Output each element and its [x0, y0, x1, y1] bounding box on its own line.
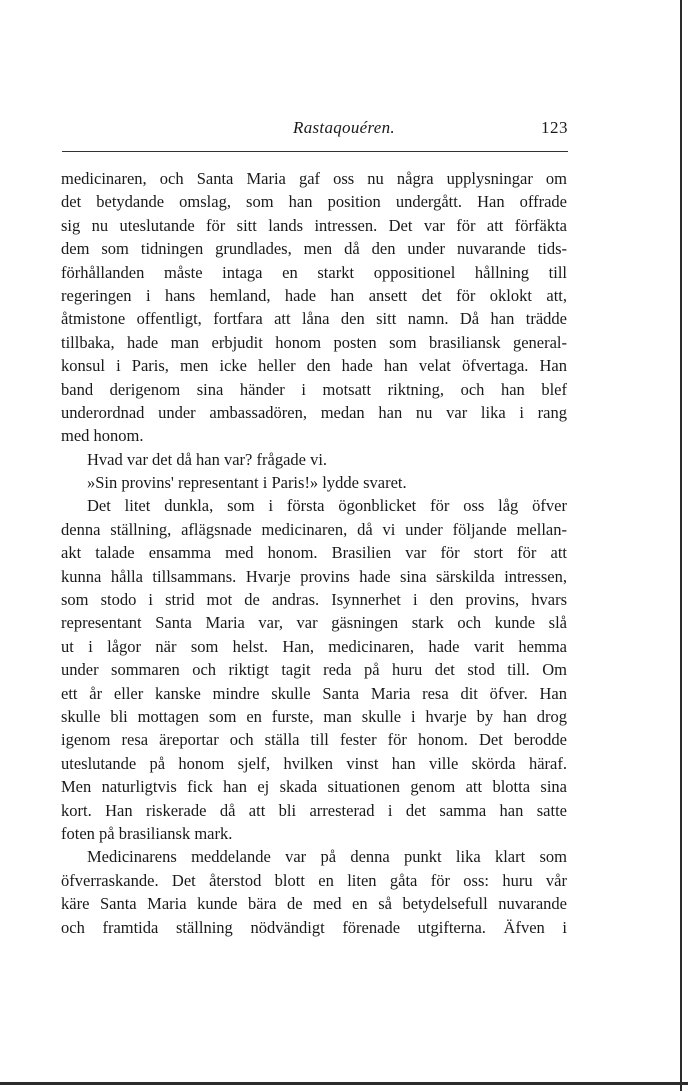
text-line: underordnad under ambassadören, medan han nu var lika i rang [61, 402, 567, 422]
text-line: uteslutande på honom sjelf, hvilken vinst han ville skörda häraf. [61, 753, 567, 773]
text-line: dem som tidningen grundlades, men då den under nuvarande tids- [61, 239, 567, 259]
text-line: Det litet dunkla, som i första ögonblicket för oss låg öfver [87, 496, 567, 516]
page-edge-right [680, 0, 682, 1091]
text-line: konsul i Paris, men icke heller den hade han velat öfvertaga. Han [61, 356, 567, 376]
text-line: öfverraskande. Det återstod blott en liten gåta för oss: huru vår [61, 870, 567, 890]
text-line: kort. Han riskerade då att bli arresterad i det samma han satte [61, 800, 567, 820]
text-line: åtmistone offentligt, fortfara att låna den sitt namn. Då han trädde [61, 309, 567, 329]
text-line: medicinaren, och Santa Maria gaf oss nu några upplysningar om [61, 169, 567, 188]
body-text [61, 167, 567, 939]
text-line: det betydande omslag, som han position undergått. Han offrade [61, 192, 567, 212]
text-line: som stodo i strid mot de andras. Isynnerhet i den provins, hvars [61, 590, 567, 610]
text-line: tillbaka, hade man erbjudit honom posten som brasiliansk general- [61, 332, 567, 352]
text-line: sig nu uteslutande för sitt lands intressen. Det var för att förfäkta [61, 215, 567, 235]
running-title: Rastaqouéren. [293, 118, 395, 137]
header-rule [62, 151, 568, 152]
text-line: akt talade ensamma med honom. Brasilien var för stort för att [61, 543, 567, 563]
page-number: 123 [541, 118, 568, 137]
text-line: ett år eller kanske mindre skulle Santa Maria resa dit öfver. Han [61, 683, 567, 703]
text-line: ut i lågor när som helst. Han, medicinaren, hade varit hemma [61, 636, 567, 656]
text-line: Hvad var det då han var? frågade vi. [87, 449, 328, 469]
text-line: Medicinarens meddelande var på denna punkt lika klart som [87, 847, 567, 867]
text-line: käre Santa Maria kunde bära de med en så betydelsefull nuvarande [61, 894, 567, 914]
text-line: »Sin provins' representant i Paris!» lydde svaret. [87, 473, 407, 493]
text-line: foten på brasiliansk mark. [61, 823, 233, 843]
text-line: denna ställning, aflägsnade medicinaren, då vi under följande mellan- [61, 519, 567, 539]
text-line: förhållanden måste intaga en starkt oppositionel hållning till [61, 262, 567, 282]
text-line: kunna hålla tillsammans. Hvarje provins hade sina särskilda intressen, [61, 566, 567, 586]
text-line: Men naturligtvis fick han ej skada situationen genom att blotta sina [61, 777, 567, 797]
text-line: med honom. [61, 426, 144, 446]
text-line: regeringen i hans hemland, hade han ansett det för oklokt att, [61, 285, 567, 305]
text-line: under sommaren och riktigt tagit reda på huru det stod till. Om [61, 660, 567, 680]
text-line: igenom resa äreportar och ställa till fester för honom. Det berodde [61, 730, 567, 750]
text-line: band derigenom sina händer i motsatt riktning, och han blef [61, 379, 567, 399]
text-line: representant Santa Maria var, var gäsningen stark och kunde slå [61, 613, 567, 633]
page-edge-bottom [0, 1082, 688, 1085]
text-line: och framtida ställning nödvändigt förenade utgifterna. Äfven i [61, 917, 567, 937]
text-line: skulle bli mottagen som en furste, man skulle i hvarje by han drog [61, 706, 567, 726]
